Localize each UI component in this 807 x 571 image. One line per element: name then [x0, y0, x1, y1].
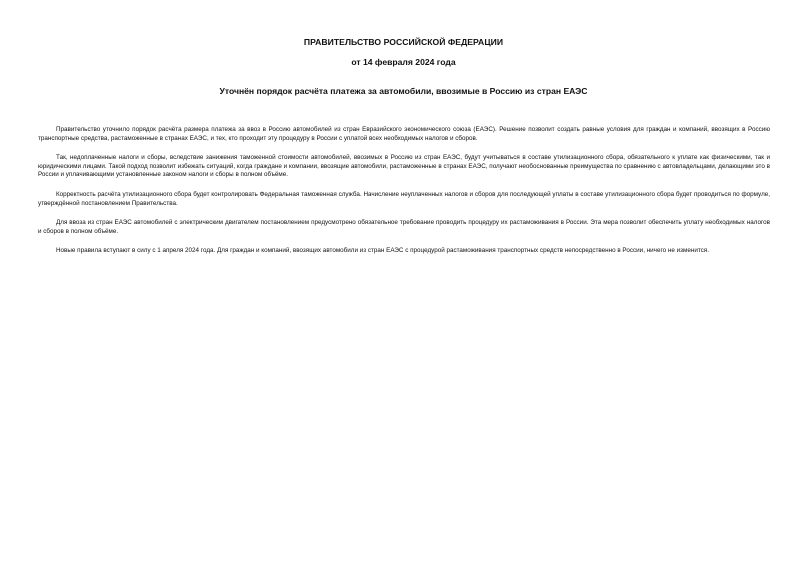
document-body: [38, 126, 770, 267]
body-paragraph: Корректность расчёта утилизационного сбора будет контролировать Федеральная таможенная служба. Начисление неуплаченных налогов и сборов для последующей уплаты в составе утилизационного сбора будет проводиться по формуле, утверждённой постановлением Правительства.: [38, 190, 770, 207]
body-paragraph: Правительство уточнило порядок расчёта размера платежа за ввоз в Россию автомобилей из стран Евразийского экономического союза (ЕАЭС). Решение позволит создать равные условия для граждан и компаний, ввозящих в Россию транспортные средства, растаможенные в странах ЕАЭС, и тех, кто проходит эту процедуру в России с уплатой всех необходимых налогов и сборов.: [38, 126, 770, 142]
body-paragraph: Новые правила вступают в силу с 1 апреля 2024 года. Для граждан и компаний, ввозящих автомобили из стран ЕАЭС с процедурой растаможивания транспортных средств непосредственно в России, ничего не изменится.: [56, 247, 709, 255]
document-title: Уточнён порядок расчёта платежа за автомобили, ввозимые в Россию из стран ЕАЭС: [219, 86, 588, 96]
document-date: от 14 февраля 2024 года: [351, 57, 456, 67]
body-paragraph: Так, недоплаченные налоги и сборы, вследствие занижения таможенной стоимости автомобилей, ввозимых в Россию из стран ЕАЭС, будут учитываться в составе утилизационного сбора, обязательного к уплате как физическими, так и юридическими лицами. Такой подход позволит избежать ситуаций, когда граждане и компании, ввозящие автомобили, растаможенные в странах ЕАЭС, получают необоснованные преимущества по сравнению с автовладельцами, делающими это в России и уплачивающими установленные законом налоги и сборы в полном объёме.: [38, 154, 770, 179]
body-paragraph: Для ввоза из стран ЕАЭС автомобилей с электрическим двигателем постановлением предусмотрено обязательное требование проводить процедуру их растаможивания в России. Эта мера позволит обеспечить уплату необходимых налогов и сборов в полном объёме.: [38, 219, 770, 235]
organization-heading: ПРАВИТЕЛЬСТВО РОССИЙСКОЙ ФЕДЕРАЦИИ: [303, 37, 504, 47]
